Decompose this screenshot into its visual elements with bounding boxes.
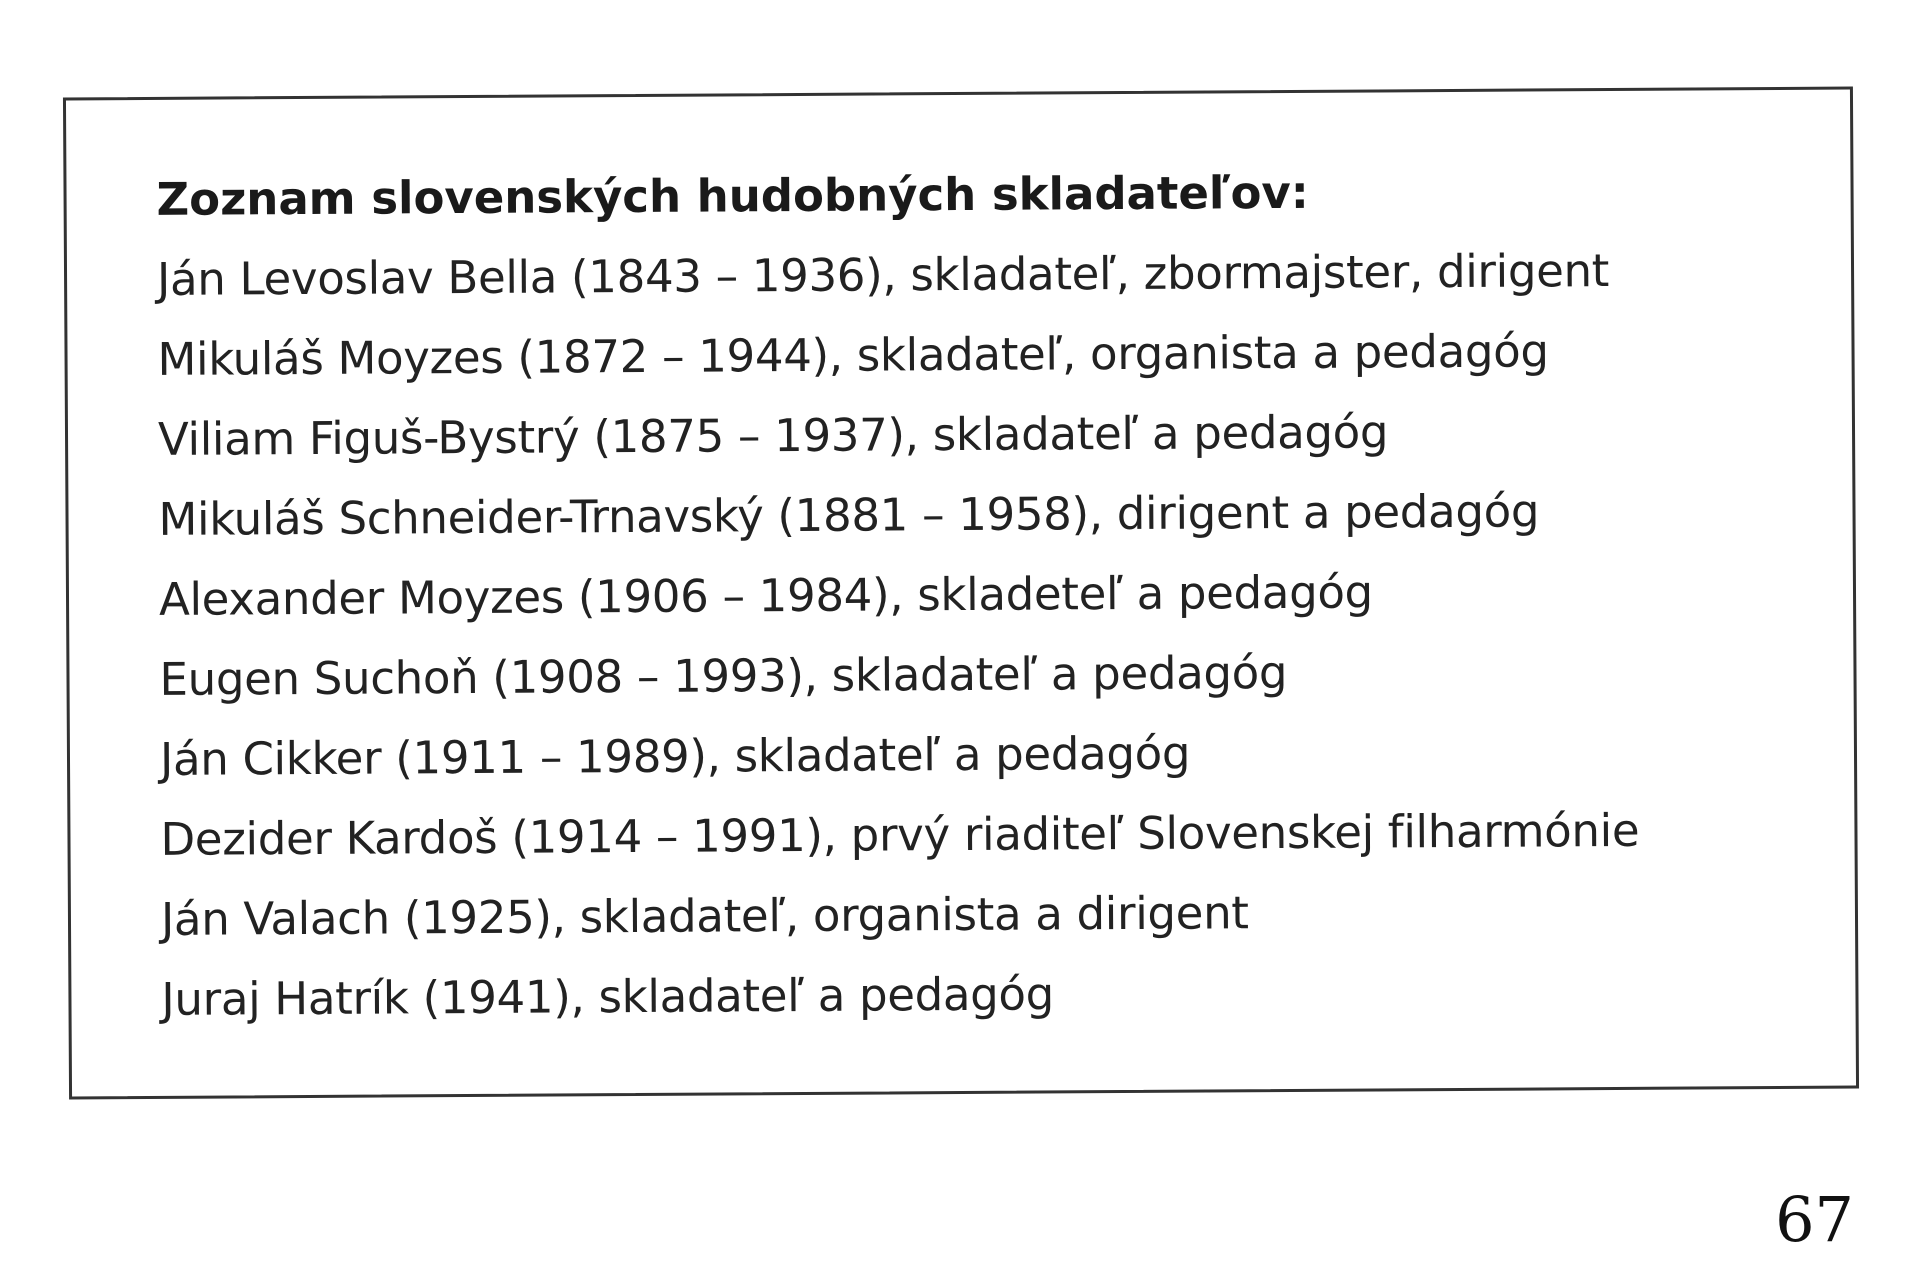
- composer-list-content: [156, 150, 1815, 1040]
- list-heading: Zoznam slovenských hudobných skladateľov:: [156, 165, 1309, 226]
- page-number: 67: [1775, 1183, 1854, 1256]
- list-item: Eugen Suchoň (1908 – 1993), skladateľ a pedagóg: [159, 646, 1288, 706]
- list-item: Dezider Kardoš (1914 – 1991), prvý riaditeľ Slovenskej filharmónie: [160, 803, 1640, 866]
- composer-list-box: [63, 87, 1859, 1100]
- list-item: Viliam Figuš-Bystrý (1875 – 1937), skladateľ a pedagóg: [157, 405, 1389, 466]
- list-item: Ján Cikker (1911 – 1989), skladateľ a pedagóg: [159, 726, 1191, 786]
- composer-list: [157, 230, 1816, 1040]
- list-item: Ján Levoslav Bella (1843 – 1936), skladateľ, zbormajster, dirigent: [156, 244, 1610, 306]
- list-item: Ján Valach (1925), skladateľ, organista a dirigent: [160, 886, 1249, 946]
- list-item: Mikuláš Moyzes (1872 – 1944), skladateľ, organista a pedagóg: [157, 324, 1549, 386]
- list-item: Mikuláš Schneider-Trnavský (1881 – 1958), dirigent a pedagóg: [158, 484, 1540, 546]
- list-item: Alexander Moyzes (1906 – 1984), skladeteľ a pedagóg: [158, 565, 1374, 626]
- list-item: Juraj Hatrík (1941), skladateľ a pedagóg: [161, 967, 1055, 1026]
